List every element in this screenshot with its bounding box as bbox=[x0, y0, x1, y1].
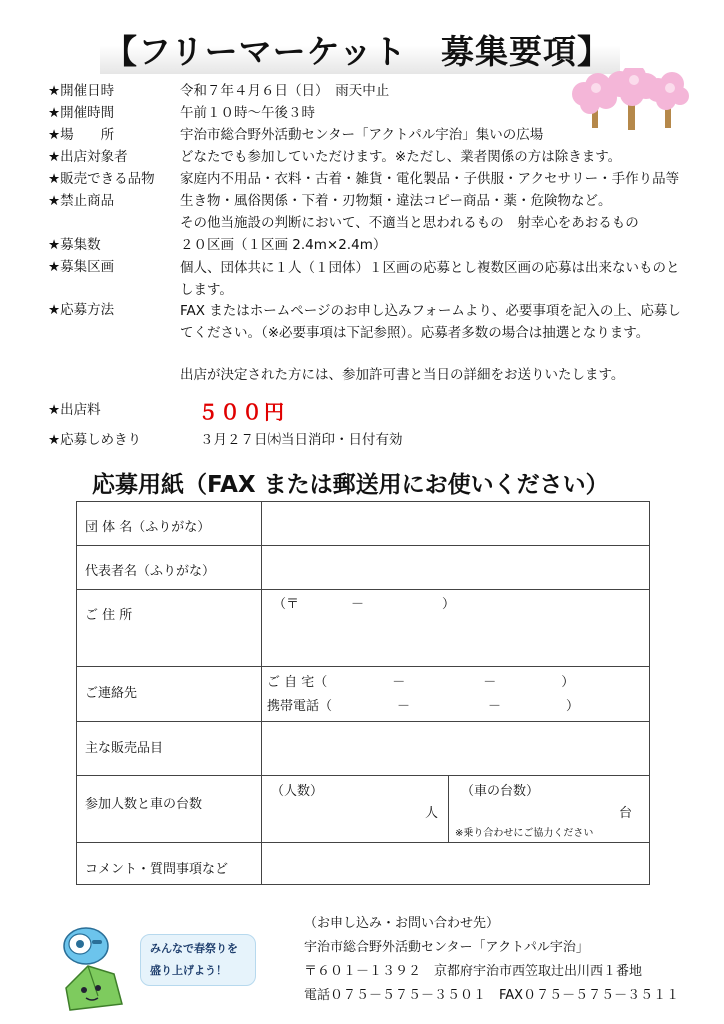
mascot-illustration bbox=[48, 916, 148, 1016]
label-address: ご 住 所 bbox=[85, 608, 133, 623]
page-title: 【フリーマーケット 募集要項】 bbox=[104, 32, 612, 71]
mobile-phone-field[interactable]: 携帯電話（ － － ） bbox=[267, 699, 580, 714]
car-count-label: （車の台数） bbox=[461, 784, 540, 799]
contact-organization: 宇治市総合野外活動センター「アクトパル宇治」 bbox=[304, 940, 589, 955]
contact-heading: （お申し込み・お問い合わせ先） bbox=[304, 916, 500, 931]
people-count-label: （人数） bbox=[271, 784, 324, 799]
form-title: 応募用紙（FAX または郵送用にお使いください） bbox=[92, 472, 609, 498]
speech-bubble-line-2: 盛り上げよう！ bbox=[150, 964, 227, 977]
people-unit: 人 bbox=[425, 806, 439, 821]
address-postal-hint: （〒 － ） bbox=[273, 597, 456, 612]
cherry-blossom-illustration bbox=[570, 68, 690, 136]
car-unit: 台 bbox=[619, 806, 633, 821]
info-method-value: FAX またはホームページのお申し込みフォームより、必要事項を記入の上、応募してください。（※必要事項は下記参照）。応募者多数の場合は抽選となります。 bbox=[180, 303, 681, 341]
label-main-items: 主な販売品目 bbox=[85, 741, 164, 756]
label-representative-name: 代表者名（ふりがな） bbox=[85, 564, 216, 579]
main-items-field[interactable] bbox=[267, 725, 643, 771]
speech-bubble-line-1: みんなで春祭りを bbox=[150, 942, 238, 955]
label-comments: コメント・質問事項など bbox=[85, 862, 229, 877]
label-people-and-cars: 参加人数と車の台数 bbox=[85, 797, 203, 812]
info-method-note: 出店が決定された方には、参加許可書と当日の詳細をお送りいたします。 bbox=[180, 367, 625, 383]
label-contact: ご連絡先 bbox=[85, 686, 138, 701]
application-form-table bbox=[76, 501, 650, 885]
contact-address: 〒６０１－１３９２ 京都府宇治市西笠取辻出川西１番地 bbox=[304, 964, 643, 979]
contact-phone-fax: 電話０７５－５７５－３５０１ FAX０７５－５７５－３５１１ bbox=[304, 988, 680, 1003]
label-group-name: 団 体 名（ふりがな） bbox=[85, 520, 211, 535]
address-field[interactable] bbox=[267, 610, 643, 662]
carpool-note: ※乗り合わせにご協力ください bbox=[455, 828, 594, 839]
comments-field[interactable] bbox=[267, 846, 643, 880]
group-name-field[interactable] bbox=[267, 504, 643, 542]
fee-amount: ５００円 bbox=[198, 400, 286, 424]
info-area-value: 個人、団体共に１人（１団体）１区画の応募とし複数区画の応募は出来ないものとします。 bbox=[180, 260, 680, 298]
representative-name-field[interactable] bbox=[267, 548, 643, 586]
home-phone-field[interactable]: ご 自 宅（ － － ） bbox=[267, 675, 575, 690]
